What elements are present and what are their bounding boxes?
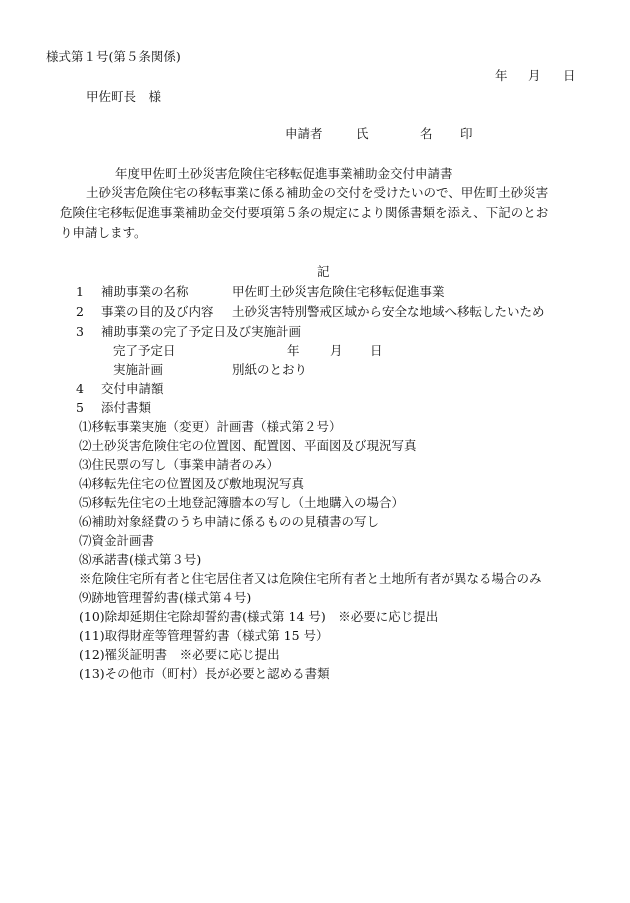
attachment-item-2: ⑵土砂災害危険住宅の位置図、配置図、平面図及び現況写真	[79, 438, 417, 453]
date-day-label: 日	[563, 68, 576, 83]
plan-label: 実施計画	[113, 362, 164, 377]
attachment-item-13: (13)その他市（町村）長が必要と認める書類	[79, 666, 330, 681]
completion-day-label: 日	[370, 343, 383, 358]
attachment-item-6: ⑹補助対象経費のうち申請に係るものの見積書の写し	[79, 514, 380, 529]
attachment-item-3: ⑶住民票の写し（事業申請者のみ）	[79, 457, 280, 472]
item-3-label: 補助事業の完了予定日及び実施計画	[101, 324, 302, 339]
attachment-item-10: (10)除却延期住宅除却誓約書(様式第 14 号) ※必要に応じ提出	[79, 609, 439, 624]
item-1-number: 1	[76, 284, 84, 299]
attachment-item-4: ⑷移転先住宅の位置図及び敷地現況写真	[79, 476, 305, 491]
item-2-number: 2	[76, 304, 84, 319]
seal-mark: 印	[460, 126, 473, 141]
document-title: 年度甲佐町土砂災害危険住宅移転促進事業補助金交付申請書	[115, 166, 453, 181]
item-1-label: 補助事業の名称	[101, 284, 189, 299]
item-5-label: 添付書類	[101, 400, 152, 415]
completion-month-label: 月	[330, 343, 343, 358]
item-3-number: 3	[76, 324, 84, 339]
item-1-value: 甲佐町土砂災害危険住宅移転促進事業	[232, 284, 445, 299]
item-2-value: 土砂災害特別警戒区域から安全な地域へ移転したいため	[232, 304, 545, 319]
addressee: 甲佐町長 様	[86, 89, 162, 104]
form-number: 様式第１号(第５条関係)	[46, 49, 181, 64]
applicant-label: 申請者	[285, 126, 323, 141]
item-2-label: 事業の目的及び内容	[101, 304, 214, 319]
completion-year-label: 年	[287, 343, 300, 358]
attachment-item-7: ⑺資金計画書	[79, 533, 155, 548]
attachment-item-9: ⑼跡地管理誓約書(様式第４号)	[79, 590, 252, 605]
completion-date-label: 完了予定日	[113, 343, 176, 358]
body-line-1: 土砂災害危険住宅の移転事業に係る補助金の交付を受けたいので、甲佐町土砂災害	[86, 185, 549, 200]
plan-value: 別紙のとおり	[232, 362, 308, 377]
date-month-label: 月	[528, 68, 541, 83]
item-4-number: 4	[76, 381, 84, 396]
attachment-item-1: ⑴移転事業実施（変更）計画書（様式第２号）	[79, 419, 342, 434]
ki-heading: 記	[317, 264, 330, 279]
applicant-name-label-2: 名	[420, 126, 433, 141]
body-line-3: り申請します。	[60, 225, 147, 240]
attachment-item-8: ⑻承諾書(様式第３号)	[79, 552, 202, 567]
attachment-item-12: (12)罹災証明書 ※必要に応じ提出	[79, 647, 280, 662]
attachment-note: ※危険住宅所有者と住宅居住者又は危険住宅所有者と土地所有者が異なる場合のみ	[79, 571, 542, 586]
attachment-item-11: (11)取得財産等管理誓約書（様式第 15 号）	[79, 628, 329, 643]
item-4-label: 交付申請額	[101, 381, 164, 396]
applicant-name-label-1: 氏	[356, 126, 369, 141]
item-5-number: 5	[76, 400, 84, 415]
date-year-label: 年	[495, 68, 508, 83]
body-line-2: 危険住宅移転促進事業補助金交付要項第５条の規定により関係書類を添え、下記のとお	[60, 205, 549, 220]
attachment-item-5: ⑸移転先住宅の土地登記簿謄本の写し（土地購入の場合）	[79, 495, 405, 510]
